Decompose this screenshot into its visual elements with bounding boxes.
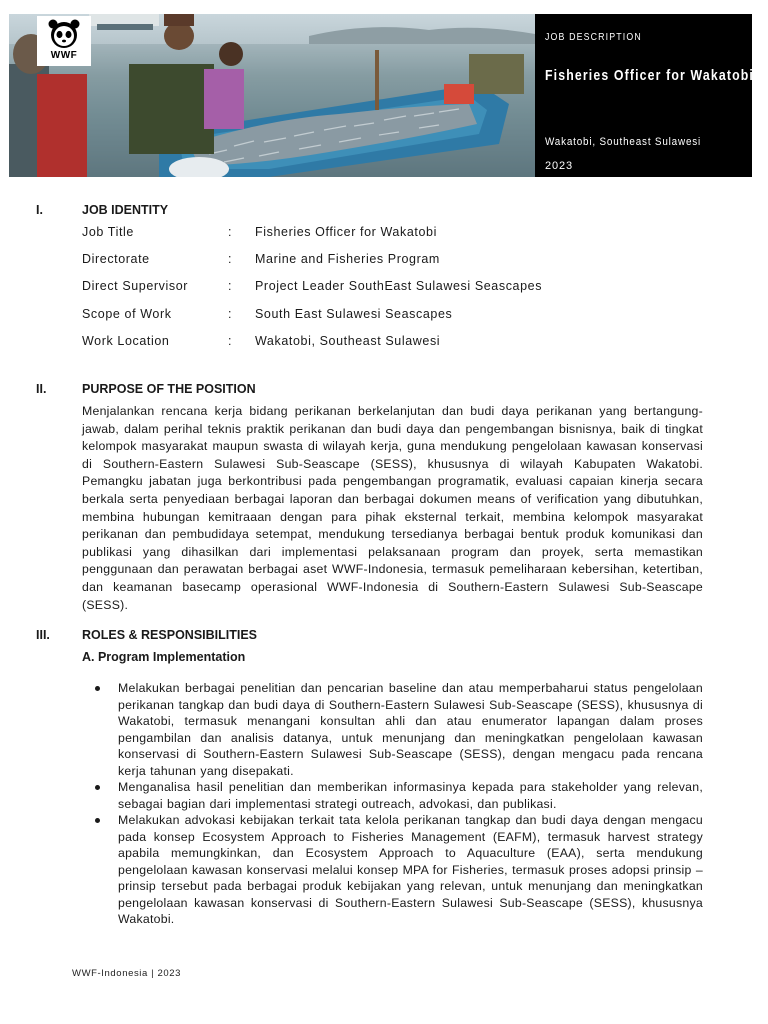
identity-value: Project Leader SouthEast Sulawesi Seascapes [255,279,543,293]
list-item [82,779,703,812]
identity-row [82,307,702,325]
job-title-heading: Fisheries Officer for Wakatobi [545,67,754,84]
section-number: I. [36,203,43,217]
wwf-logo [37,16,91,66]
purpose-paragraph: Menjalankan rencana kerja bidang perikanan berkelanjutan dan budi daya perikanan yang bertangung-jawab, dalam perihal teknis praktik perikanan dan budi daya dan pengembangan bisnisnya, baik di tingkat kelompok masyarakat maupun swasta di wilayah kerja, guna mendukung pengelolaan kawasan konservasi di Southern-Eastern Sulawesi Sub-Seascape (SESS), khususnya di wilayah Kabupaten Wakatobi. Pemangku jabatan juga berkontribusi pada pengembangan programatik, evaluasi capaian kinerja secara berkala serta penyediaan berbagai laporan dan berbagai dokumen means of verification yang dibutuhkan, membina hubungan kemitraaan dengan para pihak eksternal terkait, membina kelompok masyarakat perikanan dan pembudidaya setempat, mendukung tersedianya berbagai bentuk produk komunikasi dan publikasi yang dihasilkan dari implementasi pelaksanaan program dan proyek, serta memastikan penggunaan dan perawatan berbagai aset WWF-Indonesia, termasuk pemeliharaan kebersihan, ketertiban, dan keamanan basecamp operasional WWF-Indonesia di Southern-Eastern Sulawesi Sub-Seascape (SESS). [82,404,703,612]
identity-value: South East Sulawesi Seascapes [255,307,453,321]
doc-type-label: JOB DESCRIPTION [545,32,642,43]
identity-label: Work Location [82,334,170,348]
panda-icon [48,19,80,49]
identity-value: Wakatobi, Southeast Sulawesi [255,334,441,348]
identity-colon: : [228,252,233,266]
bullet-icon [95,686,100,691]
identity-colon: : [228,334,233,348]
year-text: 2023 [545,160,574,172]
identity-colon: : [228,307,233,321]
identity-row [82,279,702,297]
identity-label: Direct Supervisor [82,279,189,293]
identity-label: Directorate [82,252,150,266]
section-title: JOB IDENTITY [82,203,169,217]
title-box [535,14,752,177]
list-item [82,680,703,779]
identity-value: Marine and Fisheries Program [255,252,440,266]
identity-row [82,225,702,243]
list-item [82,812,703,928]
bullet-icon [95,785,100,790]
identity-colon: : [228,225,233,239]
list-item-text: Menganalisa hasil penelitian dan memberikan informasinya kepada para stakeholder yang relevan, sebagai bagian dari implementasi strategi outreach, advokasi, dan publikasi. [118,780,703,811]
identity-colon: : [228,279,233,293]
list-item-text: Melakukan advokasi kebijakan terkait tata kelola perikanan tangkap dan budi daya dengan mengacu pada konsep Ecosystem Approach to Fisheries Management (EAFM), termasuk harvest strategy apabila memungkinkan, dan Ecosystem Approach to Aquaculture (EAA), serta mendukung pengelolaan kawasan konservasi melalui konsep MPA for Fisheries, termasuk proses adopsi prinsip – prinsip tersebut pada berbagai produk kebijakan yang relevan, untuk menunjang dan meningkatkan pengelolaan kawasan konservasi di Southern-Eastern Sulawesi Sub-Seascape (SESS), khususnya Wakatobi. [118,813,703,926]
bullet-icon [95,818,100,823]
section-number: II. [36,382,47,396]
identity-row [82,334,702,352]
responsibility-list [82,680,703,928]
identity-row [82,252,702,270]
identity-label: Scope of Work [82,307,172,321]
location-text: Wakatobi, Southeast Sulawesi [545,136,702,148]
page-footer: WWF-Indonesia | 2023 [72,968,181,979]
list-item-text: Melakukan berbagai penelitian dan pencarian baseline dan atau memperbaharui status pengelolaan perikanan tangkap dan budi daya di Southern-Eastern Sulawesi Sub-Seascape (SESS), khususnya di Wakatobi, termasuk menangani konsultan ahli dan atau enumerator lapangan dalam proses pengambilan dan analisis datanya, untuk menunjang dan meningkatkan pengelolaan kawasan konservasi di Southern-Eastern Sulawesi Sub-Seascape (SESS), dengan mengacu pada rencana kerja tahunan yang disepakati. [118,681,703,778]
fishermen-photo [9,14,535,177]
section-number: III. [36,628,50,642]
identity-value: Fisheries Officer for Wakatobi [255,225,437,239]
subsection-title: A. Program Implementation [82,650,246,664]
section-title: PURPOSE OF THE POSITION [82,382,256,396]
identity-label: Job Title [82,225,134,239]
header-banner [9,14,752,177]
section-title: ROLES & RESPONSIBILITIES [82,628,258,642]
logo-text: WWF [50,50,78,61]
